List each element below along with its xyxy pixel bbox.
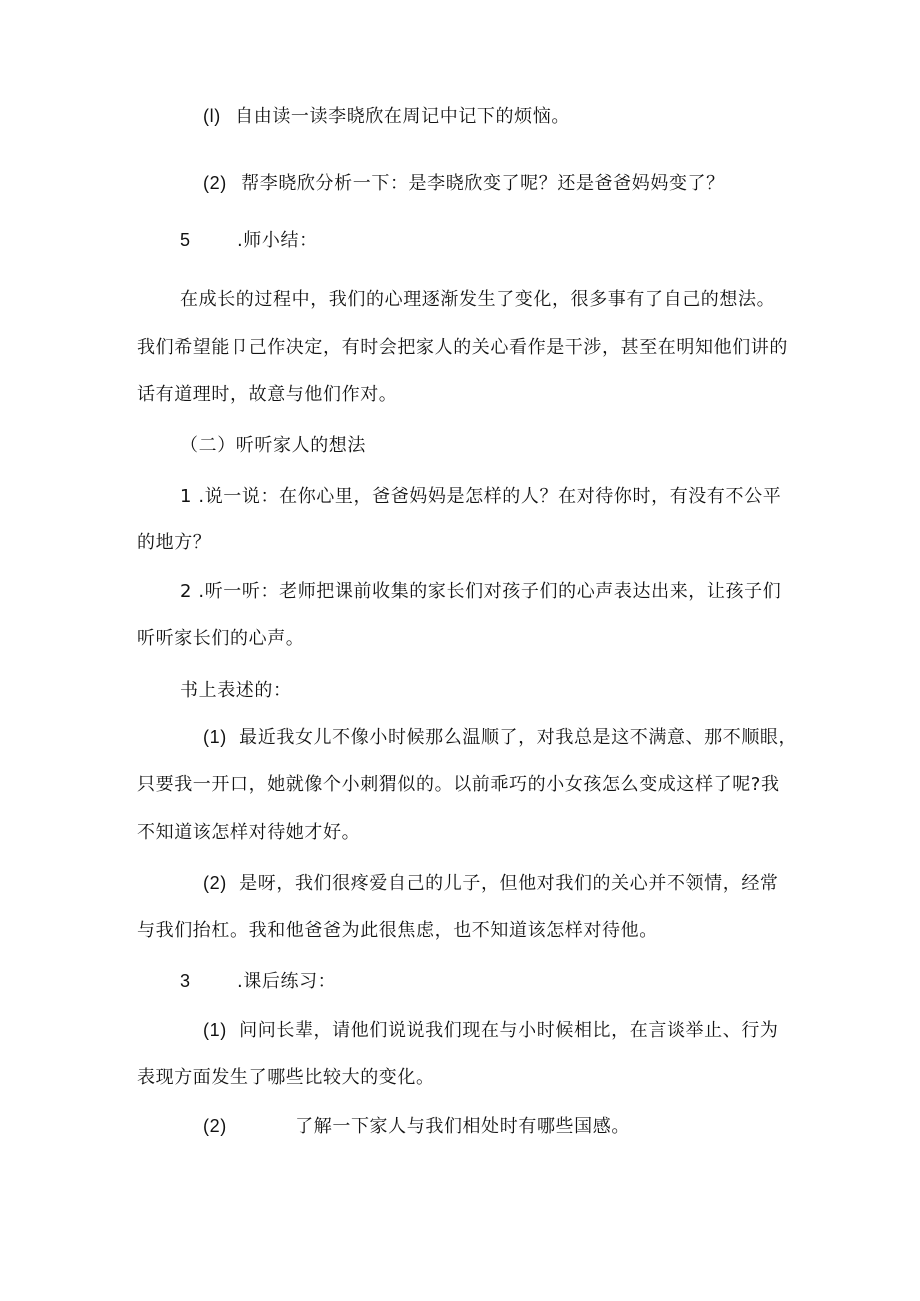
exercise-heading xyxy=(180,968,336,995)
paragraph-line: 话有道理时，故意与他们作对。 xyxy=(137,384,398,405)
item-text: 了解一下家人与我们相处时有哪些国感。 xyxy=(295,1116,630,1137)
item-marker: (1) xyxy=(203,1020,227,1040)
quote-1-line xyxy=(203,724,797,751)
item-text: .师小结： xyxy=(236,230,318,251)
item-number: 5 xyxy=(180,230,191,250)
item-text: 最近我女儿不像小时候那么温顺了，对我总是这不满意、那不顺眼， xyxy=(239,727,798,748)
item-2-line xyxy=(203,170,725,197)
item-text: .课后练习： xyxy=(236,971,337,992)
exercise-1-line xyxy=(203,1017,779,1044)
paragraph-line: 1 .说一说：在你心里，爸爸妈妈是怎样的人？在对待你时，有没有不公平 xyxy=(180,486,782,507)
paragraph-line: 在成长的过程中，我们的心理逐渐发生了变化，很多事有了自己的想法。 xyxy=(180,289,776,310)
exercise-2-line xyxy=(203,1113,630,1140)
paragraph-line: 我们希望能卩己作决定，有时会把家人的关心看作是干涉，甚至在明知他们讲的 xyxy=(137,337,788,358)
item-text: 是呀，我们很疼爱自己的儿子，但他对我们的关心并不领情，经常 xyxy=(239,873,779,894)
item-marker: (l) xyxy=(203,106,221,126)
paragraph-line: 与我们抬杠。我和他爸爸为此很焦虑，也不知道该怎样对待他。 xyxy=(137,920,658,941)
item-number: 3 xyxy=(180,971,191,991)
paragraph-line: 不知道该怎样对待她才好。 xyxy=(137,822,361,843)
paragraph-line: 听听家长们的心声。 xyxy=(137,628,305,649)
item-text: 自由读一读李晓欣在周记中记下的烦恼。 xyxy=(235,106,570,127)
paragraph-line: 只要我一开口，她就像个小刺猬似的。以前乖巧的小女孩怎么变成这样了呢?我 xyxy=(137,774,780,795)
item-marker: (2) xyxy=(203,873,227,893)
quote-2-line xyxy=(203,870,779,897)
paragraph-line: 的地方？ xyxy=(137,532,212,553)
paragraph-line: 表现方面发生了哪些比较大的变化。 xyxy=(137,1067,435,1088)
section-heading: （二）听听家人的想法 xyxy=(180,435,366,456)
paragraph-line: 2 .听一听：老师把课前收集的家长们对孩子们的心声表达出来，让孩子们 xyxy=(180,581,782,602)
item-marker: (2) xyxy=(203,173,227,193)
item-text: 帮李晓欣分析一下：是李晓欣变了呢？还是爸爸妈妈变了？ xyxy=(241,173,725,194)
book-label: 书上表述的： xyxy=(180,680,292,701)
item-marker: (1) xyxy=(203,727,227,747)
summary-heading xyxy=(180,227,318,254)
item-marker: (2) xyxy=(203,1116,227,1136)
item-text: 问问长辈，请他们说说我们现在与小时候相比，在言谈举止、行为 xyxy=(239,1020,779,1041)
item-1-line xyxy=(203,103,570,130)
